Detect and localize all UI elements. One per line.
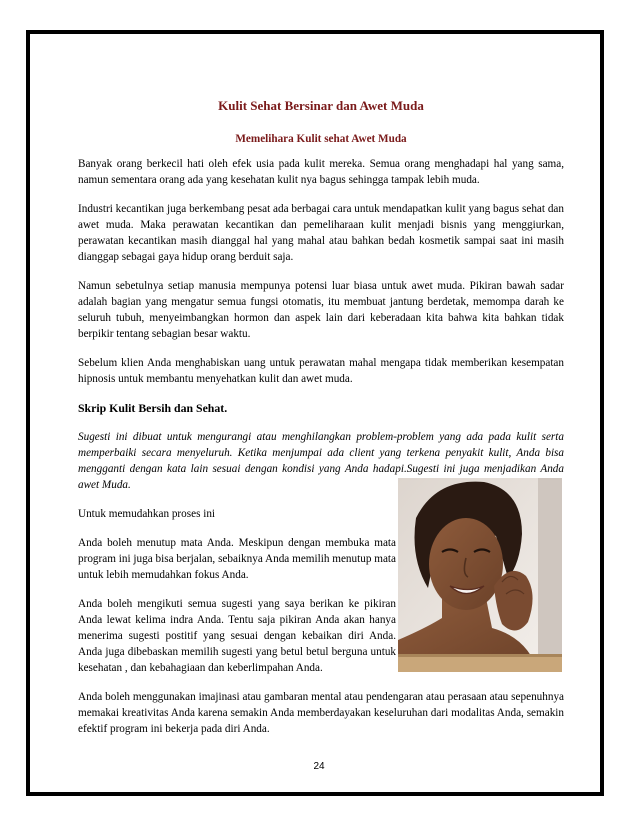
paragraph-industry: Industri kecantikan juga berkembang pesat ada berbagai cara untuk mendapatkan kulit yang bagus sehat dan awet muda. Maka perawatan kecantikan dan pemeliharaan kulit menjadi bisnis yang menggiurkan, perawatan kecantikan masih dianggal hal yang mahal atau bahkan bedah kosmetik sampai saat ini masih dianggap sebagai gaya hidup orang berduit saja. xyxy=(78,203,564,263)
paragraph-imagination: Anda boleh menggunakan imajinasi atau gambaran mental atau pendengaran atau perasaan atau sepenuhnya memakai kreativitas Anda karena semakin Anda memberdayakan keseluruhan dari modalitas Anda, semakin efektif program ini bekerja pada diri Anda. xyxy=(78,691,564,735)
paragraph-hypnosis: Sebelum klien Anda menghabiskan uang untuk perawatan mahal mengapa tidak memberikan kesempatan hipnosis untuk membantu menyehatkan kulit dan awet muda. xyxy=(78,357,564,385)
document-subtitle: Memelihara Kulit sehat Awet Muda xyxy=(235,133,407,145)
woman-mirror-photo xyxy=(398,478,562,672)
page-number: 24 xyxy=(313,761,325,772)
paragraph-close-eyes: Anda boleh menutup mata Anda. Meskipun dengan membuka mata program ini juga bisa berjalan, sebaiknya Anda memilih menutup mata untuk lebih memudahkan fokus Anda. xyxy=(78,537,396,581)
paragraph-suggestion-italic: Sugesti ini dibuat untuk mengurangi atau menghilangkan problem-problem yang ada pada kulit serta memperbaiki secara menyeluruh. Ketika menjumpai ada client yang terkena penyakit kulit, Anda bisa mengganti dengan kata lain sesuai dengan kondisi yang Anda hadapi.Sugesti ini juga menjadikan Anda awet Muda. xyxy=(78,431,564,491)
paragraph-potential: Namun sebetulnya setiap manusia mempunya potensi luar biasa untuk awet muda. Pikiran bawah sadar adalah bagian yang mengatur semua fungsi otomatis, itu membuat jantung berdetak, memompa darah ke seluruh tubuh, menyeimbangkan hormon dan aspek lain dari keberadaan kita bahwa kita bahkan tidak berpikir tentang sebagian besar waktu. xyxy=(78,280,564,340)
paragraph-follow-suggestions: Anda boleh mengikuti semua sugesti yang saya berikan ke pikiran Anda lewat kelima indra Anda. Tentu saja pikiran Anda akan hanya menerima sugesti postitif yang sesuai dengan kebaikan diri Anda. Anda juga dibebaskan memilih sugesti yang betul betul berguna untuk kesehatan , dan kebahagiaan dan keberlimpahan Anda. xyxy=(78,598,396,674)
paragraph-intro: Banyak orang berkecil hati oleh efek usia pada kulit mereka. Semua orang menghadapi hal yang sama, namun sementara orang ada yang kesehatan kulit nya bagus sehingga tampak lebih muda. xyxy=(78,158,564,186)
woman-mirror-illustration xyxy=(398,478,562,672)
script-heading: Skrip Kulit Bersih dan Sehat. xyxy=(78,401,228,415)
paragraph-process: Untuk memudahkan proses ini xyxy=(78,508,216,520)
document-title: Kulit Sehat Bersinar dan Awet Muda xyxy=(218,98,424,113)
